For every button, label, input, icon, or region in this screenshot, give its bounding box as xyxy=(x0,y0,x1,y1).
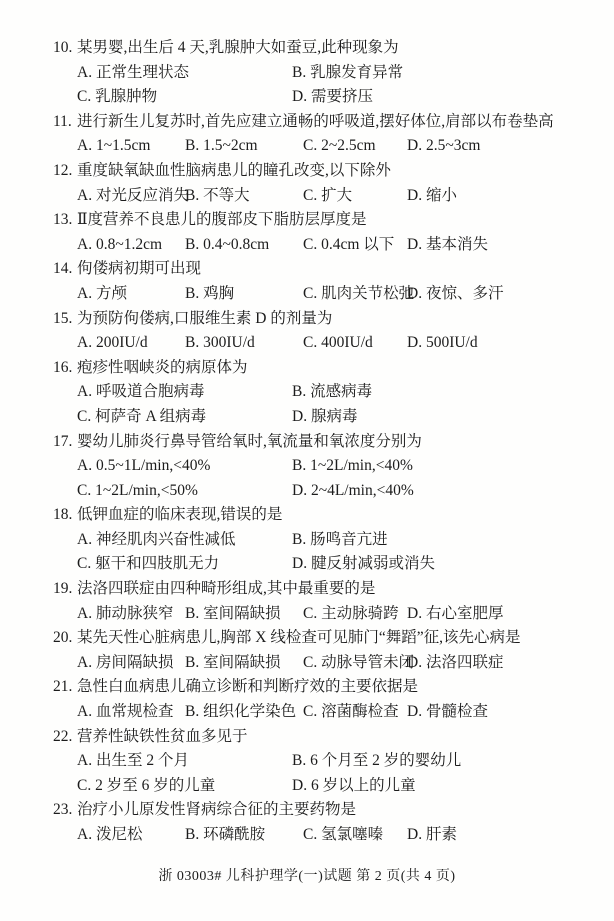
option-row xyxy=(0,823,614,848)
option-a: A. 0.8~1.2cm xyxy=(77,235,163,253)
option-a: A. 肺动脉狭窄 xyxy=(77,604,174,622)
question-14 xyxy=(0,257,614,306)
option-d: D. 缩小 xyxy=(407,186,457,204)
question-text: 佝偻病初期可出现 xyxy=(77,260,202,278)
option-a: A. 1~1.5cm xyxy=(77,137,151,155)
option-a: A. 正常生理状态 xyxy=(77,63,189,81)
option-row xyxy=(0,184,614,209)
question-stem xyxy=(0,430,614,455)
option-c: C. 乳腺肿物 xyxy=(77,88,158,106)
option-d: D. 法洛四联症 xyxy=(407,653,504,671)
option-c: C. 肌肉关节松弛 xyxy=(303,284,415,302)
option-d: D. 500IU/d xyxy=(407,334,478,352)
option-row xyxy=(0,749,614,798)
question-number: 21. xyxy=(53,678,73,696)
question-stem xyxy=(0,110,614,135)
question-stem xyxy=(0,503,614,528)
question-text: 治疗小儿原发性肾病综合征的主要药物是 xyxy=(77,801,357,819)
question-text: 营养性缺铁性贫血多见于 xyxy=(77,727,248,745)
option-d: D. 骨髓检查 xyxy=(407,703,488,721)
option-b: B. 肠鸣音亢进 xyxy=(292,530,388,548)
question-17 xyxy=(0,430,614,504)
question-stem xyxy=(0,307,614,332)
question-16 xyxy=(0,356,614,430)
question-text: 某男婴,出生后 4 天,乳腺肿大如蚕豆,此种现象为 xyxy=(77,39,399,56)
option-c: C. 动脉导管未闭 xyxy=(303,653,415,671)
question-text: 进行新生儿复苏时,首先应建立通畅的呼吸道,摆好体位,肩部以布卷垫高 xyxy=(77,112,554,130)
question-number: 15. xyxy=(53,309,73,327)
question-number: 10. xyxy=(53,39,73,56)
option-c: C. 躯干和四肢肌无力 xyxy=(77,555,220,573)
option-a: A. 呼吸道合胞病毒 xyxy=(77,383,205,401)
option-row xyxy=(0,233,614,258)
option-row xyxy=(0,380,614,429)
question-number: 23. xyxy=(53,801,73,819)
option-c: C. 主动脉骑跨 xyxy=(303,604,399,622)
option-d: D. 6 岁以上的儿童 xyxy=(292,776,416,794)
option-b: B. 6 个月至 2 岁的婴幼儿 xyxy=(292,752,462,770)
option-d: D. 2~4L/min,<40% xyxy=(292,481,414,499)
question-stem xyxy=(0,626,614,651)
question-stem xyxy=(0,159,614,184)
option-a: A. 0.5~1L/min,<40% xyxy=(77,457,211,475)
question-23 xyxy=(0,798,614,847)
option-b: B. 不等大 xyxy=(185,186,250,204)
option-c: C. 1~2L/min,<50% xyxy=(77,481,198,499)
option-d: D. 2.5~3cm xyxy=(407,137,481,155)
option-a: A. 房间隔缺损 xyxy=(77,653,174,671)
question-15 xyxy=(0,307,614,356)
option-a: A. 神经肌肉兴奋性减低 xyxy=(77,530,236,548)
question-stem xyxy=(0,577,614,602)
option-c: C. 400IU/d xyxy=(303,334,373,352)
option-d: D. 腱反射减弱或消失 xyxy=(292,555,435,573)
option-row xyxy=(0,282,614,307)
option-a: A. 血常规检查 xyxy=(77,703,174,721)
option-b: B. 乳腺发育异常 xyxy=(292,63,404,81)
option-row xyxy=(0,454,614,503)
option-b: B. 室间隔缺损 xyxy=(185,604,281,622)
option-c: C. 扩大 xyxy=(303,186,353,204)
question-number: 13. xyxy=(53,211,73,229)
question-text: 急性白血病患儿确立诊断和判断疗效的主要依据是 xyxy=(77,678,419,696)
question-13 xyxy=(0,208,614,257)
option-d: D. 夜惊、多汗 xyxy=(407,284,504,302)
question-number: 19. xyxy=(53,580,73,598)
question-12 xyxy=(0,159,614,208)
question-text: 某先天性心脏病患儿,胸部 X 线检查可见肺门“舞蹈”征,该先心病是 xyxy=(77,629,521,647)
option-a: A. 方颅 xyxy=(77,284,127,302)
question-text: 婴幼儿肺炎行鼻导管给氧时,氧流量和氧浓度分别为 xyxy=(77,432,422,450)
question-11 xyxy=(0,110,614,159)
option-d: D. 肝素 xyxy=(407,826,457,843)
question-stem xyxy=(0,208,614,233)
question-number: 11. xyxy=(53,112,72,130)
option-b: B. 鸡胸 xyxy=(185,284,235,302)
option-d: D. 腺病毒 xyxy=(292,407,358,425)
option-b: B. 1.5~2cm xyxy=(185,137,258,155)
option-d: D. 右心室肥厚 xyxy=(407,604,504,622)
question-stem xyxy=(0,356,614,381)
option-c: C. 2 岁至 6 岁的儿童 xyxy=(77,776,216,794)
option-row xyxy=(0,61,614,110)
question-stem xyxy=(0,725,614,750)
question-stem xyxy=(0,36,614,61)
option-a: A. 对光反应消失 xyxy=(77,186,189,204)
question-number: 12. xyxy=(53,161,73,179)
option-c: C. 0.4cm 以下 xyxy=(303,235,395,253)
option-b: B. 室间隔缺损 xyxy=(185,653,281,671)
question-text: 疱疹性咽峡炎的病原体为 xyxy=(77,358,248,376)
option-a: A. 出生至 2 个月 xyxy=(77,752,189,770)
question-number: 17. xyxy=(53,432,73,450)
option-row xyxy=(0,331,614,356)
page-footer-text: 浙 03003# 儿科护理学(一)试题 第 2 页(共 4 页) xyxy=(158,869,456,884)
option-c: C. 柯萨奇 A 组病毒 xyxy=(77,407,207,425)
question-list xyxy=(0,36,614,848)
question-stem xyxy=(0,257,614,282)
option-row xyxy=(0,651,614,676)
option-b: B. 300IU/d xyxy=(185,334,255,352)
question-number: 20. xyxy=(53,629,73,647)
question-text: 为预防佝偻病,口服维生素 D 的剂量为 xyxy=(77,309,333,327)
question-number: 18. xyxy=(53,506,73,524)
question-number: 22. xyxy=(53,727,73,745)
question-21 xyxy=(0,675,614,724)
option-row xyxy=(0,134,614,159)
question-text: 法洛四联症由四种畸形组成,其中最重要的是 xyxy=(77,580,376,598)
question-20 xyxy=(0,626,614,675)
option-a: A. 泼尼松 xyxy=(77,826,143,843)
question-10 xyxy=(0,36,614,110)
option-row xyxy=(0,528,614,577)
option-row xyxy=(0,602,614,627)
question-22 xyxy=(0,725,614,799)
question-18 xyxy=(0,503,614,577)
option-c: C. 溶菌酶检查 xyxy=(303,703,399,721)
question-19 xyxy=(0,577,614,626)
question-text: 重度缺氧缺血性脑病患儿的瞳孔改变,以下除外 xyxy=(77,161,391,179)
option-a: A. 200IU/d xyxy=(77,334,148,352)
option-c: C. 氢氯噻嗪 xyxy=(303,826,384,843)
page-footer xyxy=(0,867,614,887)
question-number: 14. xyxy=(53,260,73,278)
option-d: D. 基本消失 xyxy=(407,235,488,253)
option-b: B. 0.4~0.8cm xyxy=(185,235,270,253)
question-text: Ⅱ度营养不良患儿的腹部皮下脂肪层厚度是 xyxy=(77,211,367,229)
question-text: 低钾血症的临床表现,错误的是 xyxy=(77,506,283,524)
option-b: B. 环磷酰胺 xyxy=(185,826,266,843)
option-b: B. 1~2L/min,<40% xyxy=(292,457,413,475)
question-number: 16. xyxy=(53,358,73,376)
option-c: C. 2~2.5cm xyxy=(303,137,376,155)
option-b: B. 组织化学染色 xyxy=(185,703,297,721)
option-d: D. 需要挤压 xyxy=(292,88,373,106)
option-row xyxy=(0,700,614,725)
question-stem xyxy=(0,675,614,700)
option-b: B. 流感病毒 xyxy=(292,383,373,401)
question-stem xyxy=(0,798,614,823)
